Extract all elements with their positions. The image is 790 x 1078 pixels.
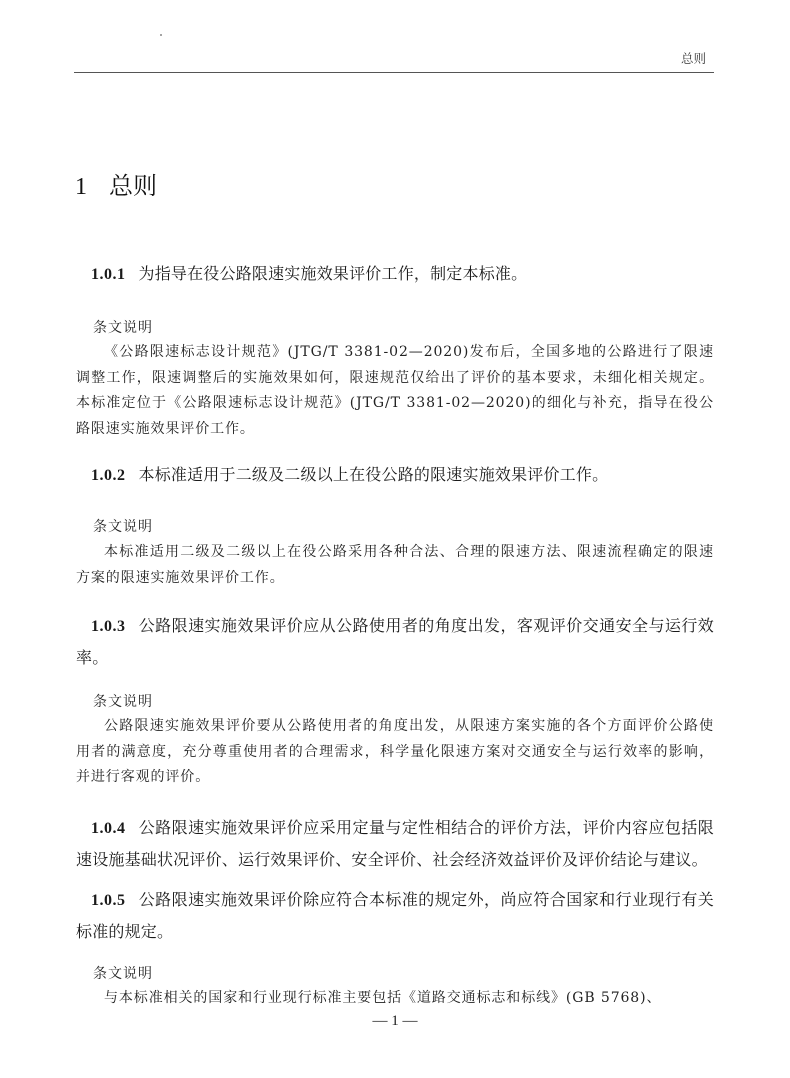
explanation-heading: 条文说明 — [93, 694, 153, 710]
explanation-text: 公路限速实施效果评价要从公路使用者的角度出发，从限速方案实施的各个方面评价公路使用者的满意度，充分尊重使用者的合理需求，科学量化限速方案对交通安全与运行效率的影响，并进行客观的评价。 — [76, 718, 714, 785]
clause-1-0-1 — [76, 258, 714, 290]
chapter-title — [75, 166, 157, 201]
chapter-number: 1 — [75, 174, 87, 200]
clause-text: 公路限速实施效果评价除应符合本标准的规定外，尚应符合国家和行业现行有关标准的规定。 — [76, 890, 714, 941]
clause-text: 公路限速实施效果评价应采用定量与定性相结合的评价方法，评价内容应包括限速设施基础状况评价、运行效果评价、安全评价、社会经济效益评价及评价结论与建议。 — [76, 818, 714, 869]
clause-number: 1.0.1 — [91, 266, 126, 283]
chapter-title-text: 总则 — [109, 172, 157, 200]
clause-1-0-5 — [76, 884, 714, 947]
clause-number: 1.0.5 — [91, 892, 126, 909]
clause-text: 公路限速实施效果评价应从公路使用者的角度出发，客观评价交通安全与运行效率。 — [76, 616, 714, 667]
clause-number: 1.0.2 — [91, 467, 126, 484]
clause-1-0-4 — [76, 812, 714, 875]
header-rule — [74, 72, 714, 73]
running-header-section: 总则 — [680, 51, 706, 66]
explanation-heading: 条文说明 — [93, 966, 153, 982]
clause-1-0-2 — [76, 459, 714, 491]
clause-text: 为指导在役公路限速实施效果评价工作，制定本标准。 — [138, 264, 528, 283]
clause-1-0-3 — [76, 610, 714, 673]
explanation-heading: 条文说明 — [93, 519, 153, 535]
explanation-text: 本标准适用二级及二级以上在役公路采用各种合法、合理的限速方法、限速流程确定的限速方案的限速实施效果评价工作。 — [76, 544, 714, 586]
scan-speck — [160, 34, 162, 36]
explanation-heading: 条文说明 — [93, 320, 153, 336]
page-number: — 1 — — [372, 1013, 418, 1029]
clause-number: 1.0.3 — [91, 618, 126, 635]
clause-text: 本标准适用于二级及二级以上在役公路的限速实施效果评价工作。 — [138, 465, 609, 484]
explanation-text: 《公路限速标志设计规范》(JTG/T 3381-02—2020)发布后，全国多地的公路进行了限速调整工作，限速调整后的实施效果如何，限速规范仅给出了评价的基本要求，未细化相关规定。本标准定位于《公路限速标志设计规范》(JTG/T 3381-02—2020)的细化与补充，指导在役公路限速实施效果评价工作。 — [76, 344, 714, 437]
clause-number: 1.0.4 — [91, 820, 126, 837]
explanation-text: 与本标准相关的国家和行业现行标准主要包括《道路交通标志和标线》(GB 5768)、 — [104, 990, 662, 1006]
